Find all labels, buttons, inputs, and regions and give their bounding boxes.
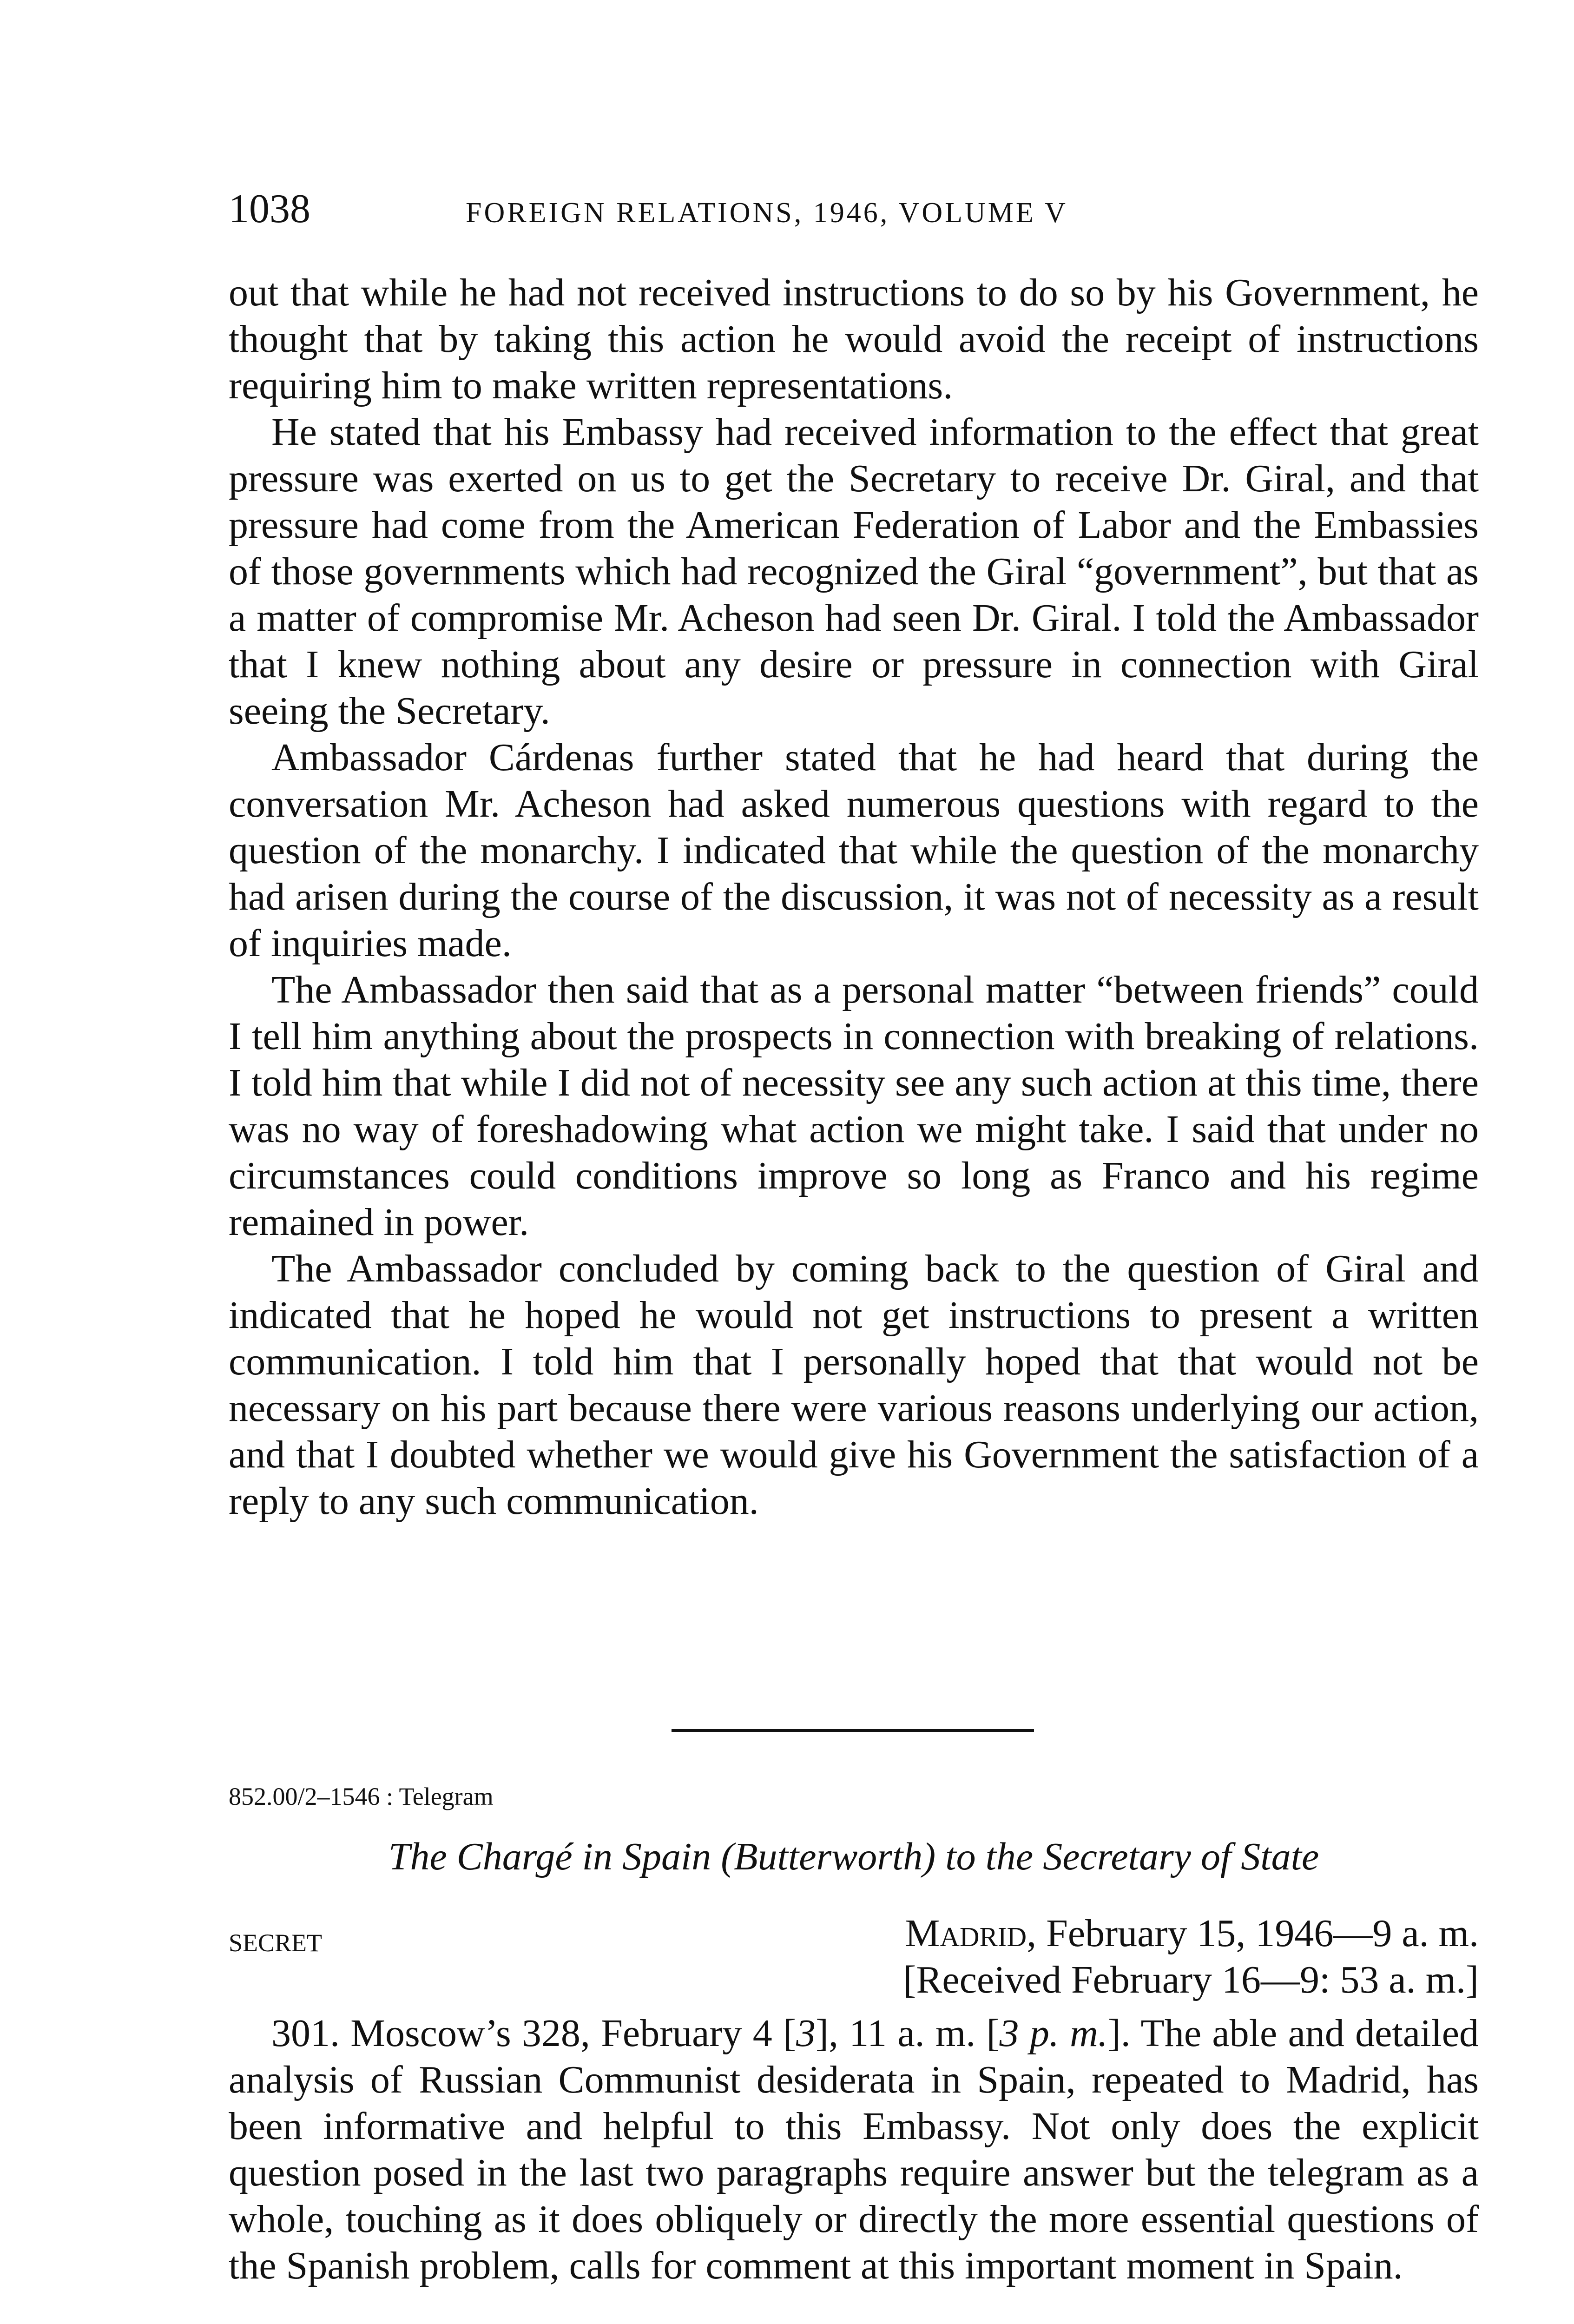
telegram-text-part: ], 11 a. m. [ [815, 2012, 1000, 2055]
paragraph: The Ambassador then said that as a personal matter “between friends” could I tell him anything about the prospects in connection with breaking of relations. I told him that while I did not of necessity see any such action at this time, there was no way of foreshadowing what action we might take. I said that under no circumstances could conditions improve so long as Franco and his regime remained in power. [229, 968, 1479, 1244]
page-number: 1038 [229, 186, 310, 231]
dateline-received: [Received February 16—9: 53 a. m.] [903, 1958, 1479, 2001]
dateline [903, 1910, 1479, 2003]
dateline-date: February 15, 1946—9 a. m. [1046, 1912, 1479, 1955]
body-text [229, 270, 1479, 1525]
telegram-text-part: 301. Moscow’s 328, February 4 [ [271, 2012, 796, 2055]
paragraph: He stated that his Embassy had received information to the effect that great pressure was exerted on us to get the Secretary to receive Dr. Giral, and that pressure had come from the American Federation of Labor and the Embassies of those governments which had recognized the Giral “government”, but that as a matter of compromise Mr. Acheson had seen Dr. Giral. I told the Ambassador that I knew nothing about any desire or pressure in connection with Giral seeing the Secretary. [229, 410, 1479, 733]
section-divider [672, 1729, 1034, 1732]
telegram-text [229, 2010, 1479, 2289]
telegram-text-italic: 3 p. m. [999, 2012, 1108, 2055]
document-reference: 852.00/2–1546 : Telegram [229, 1783, 494, 1810]
classification-label: SECRET [229, 1929, 323, 1957]
running-head: FOREIGN RELATIONS, 1946, VOLUME V [466, 197, 1068, 229]
dateline-sent [903, 1910, 1479, 1957]
telegram-paragraph [229, 2010, 1479, 2289]
dateline-place: Madrid, [905, 1912, 1037, 1955]
paragraph: The Ambassador concluded by coming back to the question of Giral and indicated that he hoped he would not get instructions to present a written communication. I told him that I personally hoped that that would not be necessary on his part because there were various reasons underlying our action, and that I doubted whether we would give his Government the satisfaction of a reply to any such communication. [229, 1247, 1479, 1523]
paragraph: Ambassador Cárdenas further stated that he had heard that during the conversation Mr. Acheson had asked numerous questions with regard to the question of the monarchy. I indicated that while the question of the monarchy had arisen during the course of the discussion, it was not of necessity as a result of inquiries made. [229, 736, 1479, 965]
document-title: The Chargé in Spain (Butterworth) to the Secretary of State [388, 1835, 1319, 1878]
telegram-text-italic: 3 [796, 2012, 816, 2055]
telegram-text-part: ]. The able and detailed analysis of Russian Communist desiderata in Spain, repeated to Madrid, has been informative and helpful to this Embassy. Not only does the explicit question posed in the last two paragraphs require answer but the telegram as a whole, touching as it does obliquely or directly the more essential questions of the Spanish problem, calls for comment at this important moment in Spain. [229, 2012, 1479, 2287]
page-header [229, 184, 1297, 235]
paragraph: out that while he had not received instructions to do so by his Government, he thought that by taking this action he would avoid the receipt of instructions requiring him to make written representations. [229, 271, 1479, 407]
